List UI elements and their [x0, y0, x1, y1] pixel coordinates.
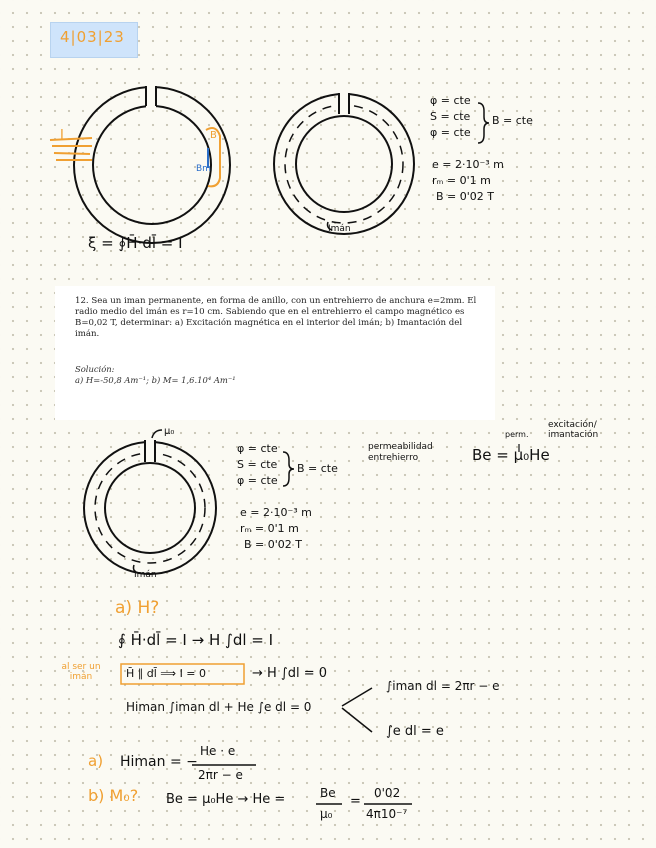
answer-a-label: a) [88, 752, 104, 770]
solution-line-2: → H ∫dl = 0 [252, 666, 327, 681]
mu-label: μ₀ [164, 426, 175, 437]
side-note: al ser un imán [61, 662, 101, 682]
b-equals: = [350, 794, 361, 809]
value-e-3: e = 2·10⁻³ m [240, 506, 312, 519]
brace-result-3: B = cte [297, 462, 338, 475]
b-frac2-den: 4π10⁻⁷ [366, 807, 408, 821]
part-a-label: a) H? [115, 598, 160, 618]
cond-s-2: S = cte [430, 110, 471, 123]
excitacion-label: excitación/ imantación [548, 420, 599, 440]
permeability-note: permeabilidad entrehierro [368, 442, 433, 463]
ring-diagram-2 [274, 94, 414, 234]
be-equation: Be = μ₀He [472, 446, 550, 464]
perm-label: perm. [505, 430, 529, 439]
field-label-b: B [210, 130, 217, 141]
cond-phi-3: φ = cte [237, 442, 278, 455]
value-b-2: B = 0'02 T [436, 190, 494, 203]
part-b-label: b) M₀? [88, 786, 139, 805]
value-b-3: B = 0'02 T [244, 538, 302, 551]
gap-1 [146, 82, 156, 108]
ampere-equation: ξ = ∮H̄·dl̄ = I [88, 234, 183, 252]
field-label-bm: Bm [196, 164, 211, 174]
cond-phi2-3: φ = cte [237, 474, 278, 487]
boxed-condition: H̄ ∥ dl̄ ⟹ I = 0 [126, 667, 207, 680]
solution-label: Solución: [75, 364, 115, 374]
b-frac1-den: μ₀ [320, 807, 333, 821]
cond-phi-2: φ = cte [430, 94, 471, 107]
answer-a-denominator: 2πr − e [198, 768, 243, 782]
solution-answers: a) H=-50,8 Am⁻¹; b) M= 1,6.10⁴ Am⁻¹ [75, 375, 236, 385]
iman-label-2: Imán [328, 224, 351, 234]
iman-label-3: Imán [134, 570, 157, 580]
problem-statement: 12. Sea un iman permanente, en forma de anillo, con un entrehierro de anchura e=2mm. El radio medio del imán es r=10 cm. Sabiendo que en el entrehierro el campo magnético es B=0,02 T, determinar: a) Excitación magnética en el interior del imán; b) Imantación del imán. [75, 296, 477, 339]
cond-s-3: S = cte [237, 458, 278, 471]
branch-e: ∫e dl = e [386, 724, 444, 739]
current-label: I [60, 128, 64, 143]
answer-a-lhs: Himan = − [120, 754, 198, 770]
branch-iman: ∫iman dl = 2πr − e [386, 679, 500, 693]
solution-line-3: Himan ∫iman dl + He ∫e dl = 0 [126, 700, 312, 714]
value-r-3: rₘ = 0'1 m [240, 522, 299, 535]
value-r-2: rₘ = 0'1 m [432, 174, 491, 187]
cond-phi2-2: φ = cte [430, 126, 471, 139]
date-label: 4|03|23 [60, 28, 125, 46]
value-e-2: e = 2·10⁻³ m [432, 158, 504, 171]
b-frac1-num: Be [320, 786, 336, 800]
brace-result-2: B = cte [492, 114, 533, 127]
b-frac2-num: 0'02 [374, 786, 401, 800]
b-line: Be = μ₀He → He = [166, 792, 286, 807]
solution-line-1: ∮ H̄·dl̄ = I → H ∫dl = I [118, 631, 274, 649]
answer-a-numerator: He · e [200, 744, 236, 758]
